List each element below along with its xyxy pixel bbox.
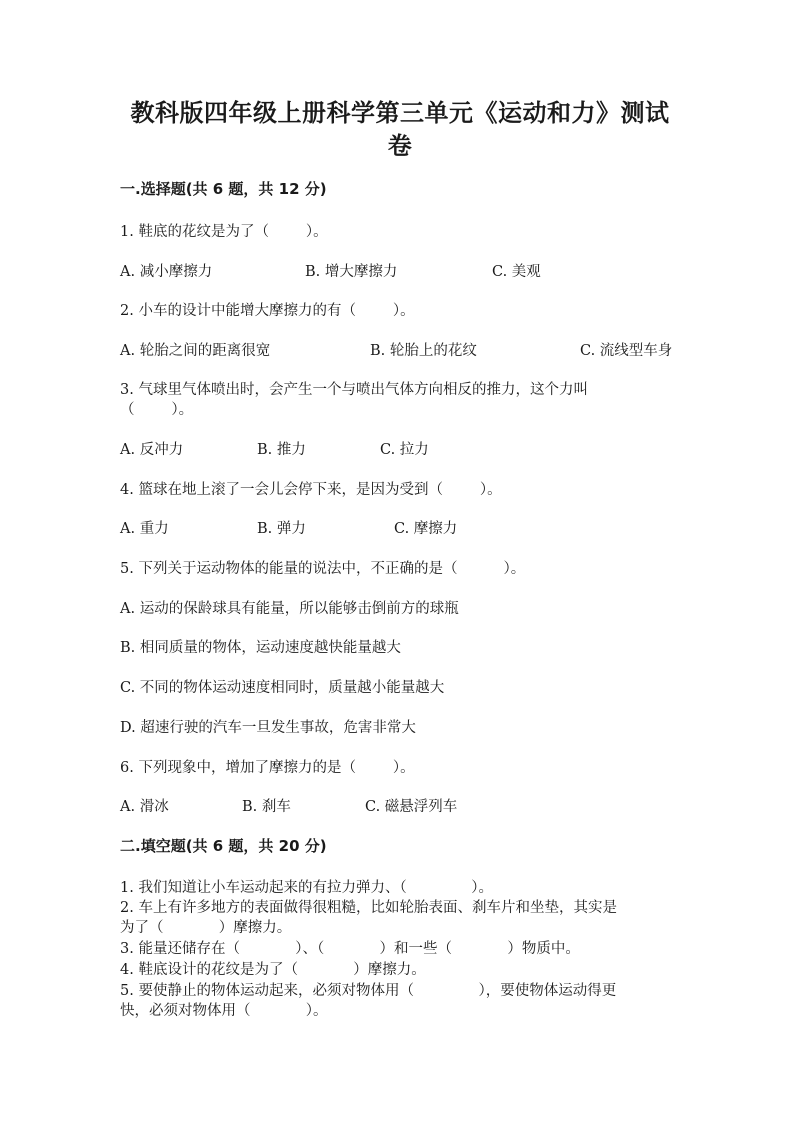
question-2-option-a: A. 轮胎之间的距离很宽 [120, 343, 271, 359]
question-3-stem-line-1: 3. 气球里气体喷出时，会产生一个与喷出气体方向相反的推力，这个力叫 [120, 382, 588, 398]
question-2-option-b: B. 轮胎上的花纹 [370, 343, 477, 359]
question-3-option-b: B. 推力 [257, 442, 306, 458]
question-6-option-c: C. 磁悬浮列车 [365, 799, 458, 815]
question-2-option-c: C. 流线型车身 [580, 343, 673, 359]
fill-1: 1. 我们知道让小车运动起来的有拉力弹力、（ ）。 [120, 880, 493, 896]
fill-3: 3. 能量还储存在（ ）、（ ）和一些（ ）物质中。 [120, 941, 580, 957]
exam-title [100, 97, 700, 163]
fill-5-line-1: 5. 要使静止的物体运动起来，必须对物体用（ ），要使物体运动得更 [120, 983, 617, 999]
section-heading-fill: 二.填空题(共 6 题，共 20 分) [120, 837, 327, 855]
question-3-option-c: C. 拉力 [380, 442, 429, 458]
question-5-option-b: B. 相同质量的物体，运动速度越快能量越大 [120, 640, 401, 656]
question-6-stem: 6. 下列现象中，增加了摩擦力的是（ ）。 [120, 760, 415, 776]
fill-4: 4. 鞋底设计的花纹是为了（ ）摩擦力。 [120, 962, 426, 978]
question-5-option-c: C. 不同的物体运动速度相同时，质量越小能量越大 [120, 680, 445, 696]
section-heading-choice: 一.选择题(共 6 题，共 12 分) [120, 180, 327, 198]
fill-2-line-1: 2. 车上有许多地方的表面做得很粗糙，比如轮胎表面、刹车片和坐垫，其实是 [120, 900, 617, 916]
question-1-stem: 1. 鞋底的花纹是为了（ ）。 [120, 224, 328, 240]
question-3-stem-line-2: （ ）。 [120, 402, 194, 418]
question-4-option-a: A. 重力 [120, 521, 169, 537]
question-5-option-a: A. 运动的保龄球具有能量，所以能够击倒前方的球瓶 [120, 601, 459, 617]
question-1-option-a: A. 减小摩擦力 [120, 264, 213, 280]
question-4-stem: 4. 篮球在地上滚了一会儿会停下来，是因为受到（ ）。 [120, 482, 502, 498]
question-4-option-b: B. 弹力 [257, 521, 306, 537]
fill-2-line-2: 为了（ ）摩擦力。 [120, 920, 292, 936]
question-3-option-a: A. 反冲力 [120, 442, 184, 458]
question-4-option-c: C. 摩擦力 [394, 521, 458, 537]
question-5-option-d: D. 超速行驶的汽车一旦发生事故，危害非常大 [120, 720, 416, 736]
question-6-option-a: A. 滑冰 [120, 799, 169, 815]
title-line-1: 教科版四年级上册科学第三单元《运动和力》测试 [130, 99, 670, 127]
question-2-stem: 2. 小车的设计中能增大摩擦力的有（ ）。 [120, 303, 415, 319]
question-5-stem: 5. 下列关于运动物体的能量的说法中，不正确的是（ ）。 [120, 561, 526, 577]
question-6-option-b: B. 刹车 [242, 799, 291, 815]
question-1-option-c: C. 美观 [492, 264, 541, 280]
fill-5-line-2: 快，必须对物体用（ ）。 [120, 1003, 328, 1019]
title-line-2: 卷 [387, 132, 413, 160]
question-1-option-b: B. 增大摩擦力 [305, 264, 398, 280]
